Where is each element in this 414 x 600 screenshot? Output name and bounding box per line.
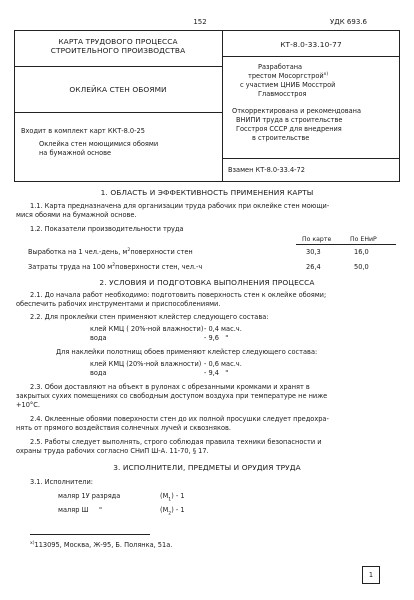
- productivity-row1-enir: 16,0: [354, 248, 369, 256]
- productivity-row2-enir: 50,0: [354, 263, 369, 271]
- card-code: КТ-8.0-33.10-77: [280, 40, 342, 49]
- water1-value: - 9,6 ": [204, 334, 229, 342]
- worker1-symbol: $(М_1) - 1$: [160, 492, 185, 503]
- productivity-row2-label: Затраты труда на 100 $м^2поверхности$ стен, чел.-ч: [28, 262, 203, 271]
- worker1-label: маляр 1У разряда: [58, 492, 121, 500]
- section2-title: 2. УСЛОВИЯ И ПОДГОТОВКА ВЫПОЛНЕНИЯ ПРОЦЕССА: [99, 278, 315, 287]
- p22-label: 2.2. Для проклейки стен применяют клейстер следующего состава:: [30, 313, 269, 321]
- glue2-value: - 0,6 мас.ч.: [204, 360, 242, 368]
- worker2-label: маляр Ш ": [58, 506, 103, 514]
- corrected-line3: Госстроя СССР для внедрения: [236, 125, 342, 133]
- p23-line1: 2.3. Обои доставляют на объект в рулонах с обрезанными кромками и хранят в: [30, 383, 310, 391]
- water1-label: вода: [90, 334, 107, 342]
- p24-line2: нять от прямого воздействия солнечных лучей и сквозняков.: [16, 424, 231, 432]
- set-label: Входит в комплект карт ККТ-8.0-25: [21, 127, 145, 135]
- glue1-value: - 0,4 мас.ч.: [204, 325, 242, 333]
- p24-line1: 2.4. Оклеенные обоями поверхности стен до их полной просушки следует предохра-: [30, 415, 329, 423]
- water2-label: вода: [90, 369, 107, 377]
- p25-line2: охраны труда рабочих согласно СНиП Ш-А. 11-70, § 17.: [16, 447, 209, 455]
- footnote-rule: [30, 534, 150, 535]
- p21-line1: 2.1. До начала работ необходимо: подготовить поверхность стен к оклейке обоями;: [30, 291, 327, 299]
- glue1-label: клей КМЦ ( 20%-ной влажности): [90, 325, 204, 333]
- developed-line2: трестом Мосоргстрой$^{х)}$: [248, 71, 329, 80]
- p23-line2: закрытых сухих помещениях со свободным доступом воздуха при температуре не ниже: [16, 392, 328, 400]
- p23-line3: +10°С.: [16, 401, 40, 409]
- corrected-line2: ВНИПИ труда в строительстве: [236, 116, 343, 124]
- productivity-row1-label: Выработка на 1 чел.-день, $м^2поверхности$ стен: [28, 247, 193, 256]
- p31-label: 3.1. Исполнители:: [30, 478, 94, 486]
- p11-line2: мися обоями на бумажной основе.: [16, 211, 137, 219]
- p21-line2: обеспечить рабочих инструментами и приспособлениями.: [16, 300, 221, 308]
- set-desc-line1: Оклейка стен моющимися обоями: [39, 140, 159, 148]
- col-enir-header: По ЕНиР: [350, 236, 377, 243]
- subject-title: ОКЛЕЙКА СТЕН ОБОЯМИ: [69, 85, 167, 94]
- udk-code: УДК 693.6: [330, 18, 367, 26]
- corrected-line1: Откорректирована и рекомендована: [232, 107, 362, 115]
- developed-line4: Главмосстроя: [258, 90, 307, 98]
- col-card-header: По карте: [302, 236, 332, 243]
- productivity-row1-card: 30,3: [306, 248, 321, 256]
- replaces-note: Взамен КТ-8.0-33.4-72: [228, 166, 305, 174]
- sheet-number: 1: [368, 571, 374, 579]
- developed-line1: Разработана: [258, 63, 303, 71]
- section1-title: 1. ОБЛАСТЬ И ЭФФЕКТИВНОСТЬ ПРИМЕНЕНИЯ КАРТЫ: [100, 188, 314, 197]
- p25-line1: 2.5. Работы следует выполнять, строго соблюдая правила техники безопасности и: [30, 438, 322, 446]
- glue2-label: клей КМЦ (20%-ной влажности): [90, 360, 202, 368]
- p11-line1: 1.1. Карта предназначена для организации труда рабочих при оклейке стен моющи-: [30, 202, 330, 210]
- p12-label: 1.2. Показатели производительности труда: [30, 225, 184, 233]
- card-title-line1: КАРТА ТРУДОВОГО ПРОЦЕССА: [58, 37, 178, 46]
- section3-title: 3. ИСПОЛНИТЕЛИ, ПРЕДМЕТЫ И ОРУДИЯ ТРУДА: [113, 463, 301, 472]
- developed-line3: с участием ЦНИБ Мосстрой: [240, 81, 336, 89]
- card-title-line2: СТРОИТЕЛЬНОГО ПРОИЗВОДСТВА: [50, 46, 186, 55]
- productivity-row2-card: 26,4: [306, 263, 321, 271]
- page-number: 152: [193, 18, 207, 26]
- worker2-symbol: $(М_2) - 1$: [160, 506, 185, 517]
- set-desc-line2: на бумажной основе: [39, 149, 112, 157]
- p22b-label: Для наклейки полотнищ обоев применяют клейстер следующего состава:: [56, 348, 318, 356]
- corrected-line4: в строительстве: [252, 134, 310, 142]
- footnote: $^{х)}$113095, Москва, Ж-95, Б. Полянка, 51а.: [30, 540, 173, 549]
- water2-value: - 9,4 ": [204, 369, 229, 377]
